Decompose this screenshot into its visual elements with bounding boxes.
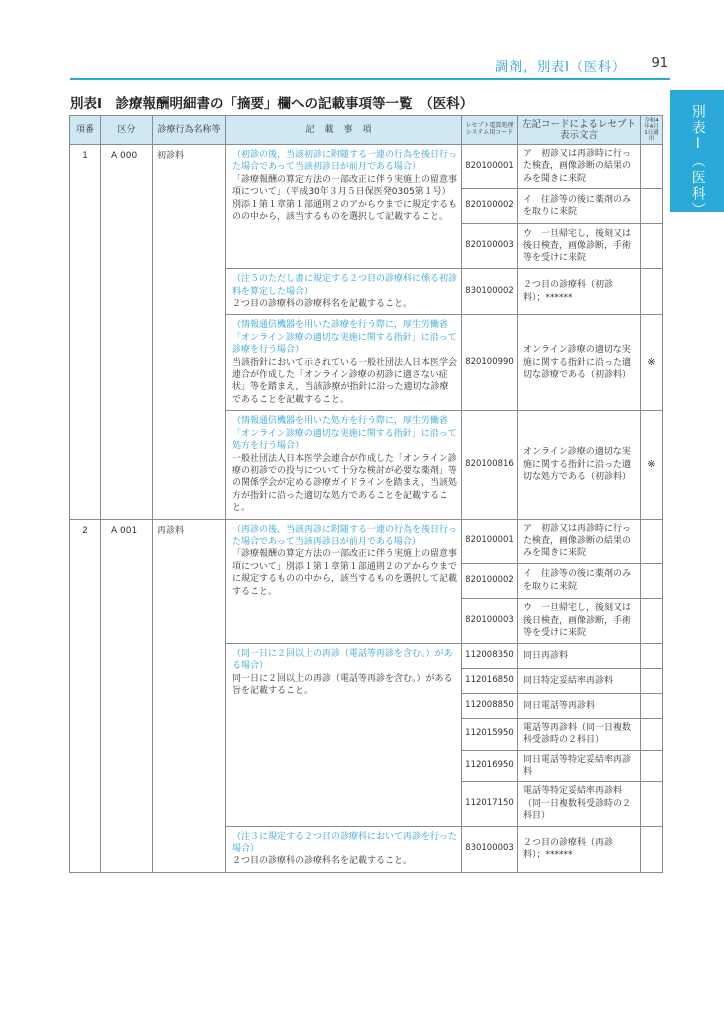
display-text: 電話等再診料（同一日複数科受診時の２科目）	[518, 718, 641, 750]
running-header	[70, 56, 670, 80]
remark-description: ２つ目の診療科の診療科名を記載すること。	[232, 856, 413, 867]
display-text: 電話等特定妥結率再診料（同一日複数科受診時の２科目）	[518, 782, 641, 826]
remark-condition: （同一日に２回以上の再診（電話等再診を含む。）がある場合）	[232, 648, 453, 672]
effective-mark	[641, 598, 663, 643]
effective-mark	[641, 782, 663, 826]
item-name: 再診料	[153, 519, 226, 872]
remark-condition: （注５のただし書に規定する２つ目の診療科に係る初診料を算定した場合）	[232, 274, 458, 297]
effective-mark	[641, 145, 663, 189]
item-name: 初診料	[153, 145, 226, 520]
receipt-code: 112017150	[462, 782, 518, 826]
page-number: 91	[651, 56, 668, 71]
receipt-code: 830100002	[462, 269, 518, 315]
effective-mark	[641, 718, 663, 750]
effective-mark: ※	[641, 411, 663, 519]
header-code: レセプト電算処理システム用コード	[462, 116, 518, 145]
receipt-code: 112008350	[462, 643, 518, 668]
effective-mark	[641, 826, 663, 872]
header-no: 項番	[70, 116, 101, 145]
effective-mark	[641, 519, 663, 563]
remark-description: 「診療報酬の算定方法の一部改正に伴う実施上の留意事項について」（平成30年３月５日保医発0305第１号）別添１第１章第１部通則２のアからウまでに規定するものの中から，該当するものを選択して記載すること。	[232, 174, 458, 223]
remarks-table	[69, 115, 663, 873]
remark-condition: （情報通信機器を用いた診療を行う際に，厚生労働省「オンライン診療の適切な実施に関する指針」に沿って診療を行う場合）	[232, 320, 457, 356]
display-text: オンライン診療の適切な実施に関する指針に沿った適切な処方である（初診料）	[518, 411, 641, 519]
header-display: 左記コードによるレセプト表示文言	[518, 116, 641, 145]
effective-mark	[641, 224, 663, 269]
header-division: 区分	[101, 116, 153, 145]
display-text: ア 初診又は再診時に行った検査，画像診断の結果のみを聞きに来院	[518, 145, 641, 189]
item-division: A 001	[101, 519, 153, 872]
remark-cell	[226, 643, 462, 826]
receipt-code: 820100003	[462, 598, 518, 643]
effective-mark	[641, 643, 663, 668]
remark-cell	[226, 826, 462, 872]
display-text: ２つ目の診療科（再診料）；******	[518, 826, 641, 872]
receipt-code: 820100002	[462, 189, 518, 224]
header-remark: 記載事項	[226, 116, 462, 145]
remark-description: 「診療報酬の算定方法の一部改正に伴う実施上の留意事項について」別添１第１章第１部通則２のアからウまでに規定するものの中から，該当するものを選択して記載すること。	[232, 549, 458, 597]
remark-cell	[226, 411, 462, 519]
display-text: 同日電話等特定妥結率再診料	[518, 750, 641, 782]
remark-condition: （初診の後，当該初診に附随する一連の行為を後日行った場合であって当該初診日が前月である場合）	[232, 150, 458, 173]
effective-mark	[641, 693, 663, 718]
remark-cell	[226, 315, 462, 411]
display-text: 同日再診料	[518, 643, 641, 668]
receipt-code: 112015950	[462, 718, 518, 750]
effective-mark	[641, 269, 663, 315]
side-tab-label: 別表Ⅰ（医科）	[689, 104, 706, 218]
item-number: 1	[70, 145, 101, 520]
receipt-code: 820100816	[462, 411, 518, 519]
effective-mark: ※	[641, 315, 663, 411]
receipt-code: 830100003	[462, 826, 518, 872]
table-header-row	[70, 116, 663, 145]
remark-condition: （情報通信機器を用いた処方を行う際に，厚生労働省「オンライン診療の適切な実施に関する指針」に沿って処方を行う場合）	[232, 416, 457, 452]
display-text: ウ 一旦帰宅し，後刻又は後日検査，画像診断，手術等を受けに来院	[518, 224, 641, 269]
effective-mark	[641, 750, 663, 782]
display-text: ウ 一旦帰宅し，後刻又は後日検査，画像診断，手術等を受けに来院	[518, 598, 641, 643]
page-title: 別表Ⅰ 診療報酬明細書の「摘要」欄への記載事項等一覧 （医科）	[70, 96, 474, 112]
receipt-code: 820100990	[462, 315, 518, 411]
receipt-code: 112016850	[462, 668, 518, 693]
header-title: 調剤，別表Ⅰ（医科）	[495, 60, 626, 75]
remark-description: ２つ目の診療科の診療科名を記載すること。	[232, 299, 413, 310]
effective-mark	[641, 563, 663, 598]
receipt-code: 820100002	[462, 563, 518, 598]
remark-cell	[226, 519, 462, 643]
item-division: A 000	[101, 145, 153, 520]
receipt-code: 112008850	[462, 693, 518, 718]
remark-cell	[226, 145, 462, 269]
display-text: イ 往診等の後に薬剤のみを取りに来院	[518, 563, 641, 598]
receipt-code: 112016950	[462, 750, 518, 782]
remark-description: 同一日に２回以上の再診（電話等再診を含む。）がある旨を記載すること。	[232, 673, 453, 696]
table-row	[70, 145, 663, 189]
effective-mark	[641, 189, 663, 224]
receipt-code: 820100001	[462, 145, 518, 189]
remark-condition: （再診の後，当該再診に附随する一連の行為を後日行った場合であって当該再診日が前月である場合）	[232, 524, 458, 547]
header-effective-date: 令和4年4月1日適用	[641, 116, 663, 145]
display-text: ２つ目の診療科（初診料）；******	[518, 269, 641, 315]
effective-mark	[641, 668, 663, 693]
display-text: 同日特定妥結率再診料	[518, 668, 641, 693]
display-text: オンライン診療の適切な実施に関する指針に沿った適切な診療である（初診料）	[518, 315, 641, 411]
display-text: イ 往診等の後に薬剤のみを取りに来院	[518, 189, 641, 224]
side-tab	[670, 90, 724, 218]
remark-condition: （注３に規定する２つ目の診療科において再診を行った場合）	[232, 831, 458, 854]
display-text: ア 初診又は再診時に行った検査，画像診断の結果のみを聞きに来院	[518, 519, 641, 563]
item-number: 2	[70, 519, 101, 872]
header-name: 診療行為名称等	[153, 116, 226, 145]
remark-cell	[226, 269, 462, 315]
remark-description: 一般社団法人日本医学会連合が作成した「オンライン診療の初診での投与について十分な検討が必要な薬剤」等の関係学会が定める診療ガイドラインを踏まえ，当該処方が指針に沿った適切な処方であることを記載すること。	[232, 453, 458, 514]
receipt-code: 820100003	[462, 224, 518, 269]
table-row	[70, 519, 663, 563]
remark-description: 当該指針において示されている一般社団法人日本医学会連合が作成した「オンライン診療の初診に適さない症状」等を踏まえ，当該診療が指針に沿った適切な診療であることを記載すること。	[232, 357, 458, 405]
receipt-code: 820100001	[462, 519, 518, 563]
display-text: 同日電話等再診料	[518, 693, 641, 718]
